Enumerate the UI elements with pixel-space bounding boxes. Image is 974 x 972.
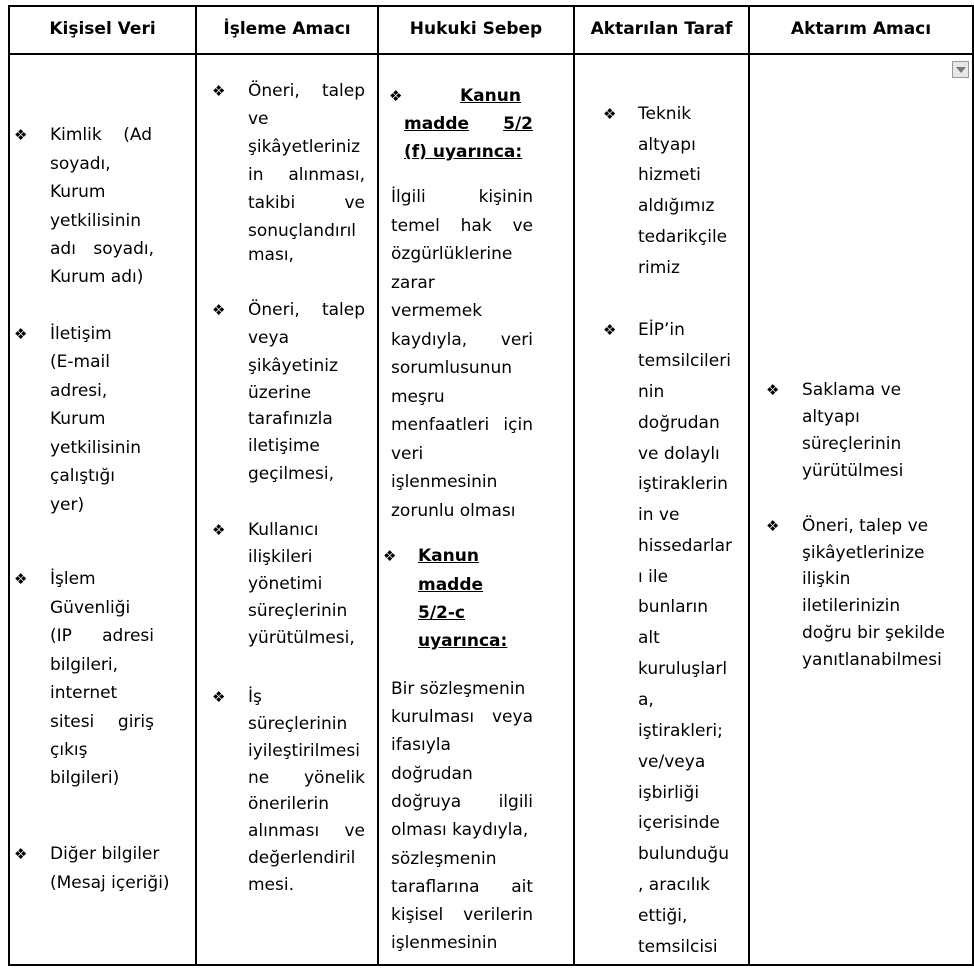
- list-item: Saklama ve: [802, 380, 902, 400]
- bullet-icon: ❖: [766, 381, 780, 399]
- list-item: Öneri,: [248, 300, 300, 320]
- list-item: Teknik: [638, 104, 692, 124]
- header-personal-data: Kişisel Veri: [49, 19, 156, 39]
- list-item: İşlem: [50, 569, 96, 589]
- header-recipient: Aktarılan Taraf: [590, 19, 733, 39]
- bullet-icon: ❖: [389, 87, 403, 105]
- column-divider-2: [377, 5, 379, 966]
- column-divider-4: [748, 5, 750, 966]
- legal-basis-heading: Kanun: [418, 546, 479, 566]
- bullet-icon: ❖: [14, 845, 28, 863]
- legal-basis-heading: Kanun: [460, 86, 521, 106]
- bullet-icon: ❖: [14, 325, 28, 343]
- bullet-icon: ❖: [603, 105, 617, 123]
- list-item: Kullanıcı: [248, 520, 319, 540]
- bullet-icon: ❖: [766, 517, 780, 535]
- list-item: Diğer bilgiler: [50, 844, 160, 864]
- bullet-icon: ❖: [14, 570, 28, 588]
- list-item: İletişim: [50, 324, 112, 344]
- header-row-divider: [8, 53, 974, 55]
- header-legal-basis: Hukuki Sebep: [409, 19, 543, 39]
- bullet-icon: ❖: [212, 82, 226, 100]
- bullet-icon: ❖: [212, 301, 226, 319]
- list-item: Öneri, talep ve: [802, 516, 929, 536]
- bullet-icon: ❖: [603, 321, 617, 339]
- header-transfer-purpose: Aktarım Amacı: [790, 19, 932, 39]
- bullet-icon: ❖: [212, 521, 226, 539]
- bullet-icon: ❖: [14, 126, 28, 144]
- column-divider-3: [573, 5, 575, 966]
- list-item: Öneri,: [248, 81, 300, 101]
- header-purpose: İşleme Amacı: [223, 19, 351, 39]
- table-border-bottom: [8, 964, 974, 966]
- bullet-icon: ❖: [383, 547, 397, 565]
- list-item: EİP’in: [638, 320, 685, 340]
- column-divider-1: [195, 5, 197, 966]
- list-item: Kimlik: [50, 125, 102, 145]
- dropdown-toggle[interactable]: [952, 61, 969, 78]
- table-border-left: [8, 5, 10, 966]
- bullet-icon: ❖: [212, 688, 226, 706]
- list-item: İş: [248, 687, 262, 707]
